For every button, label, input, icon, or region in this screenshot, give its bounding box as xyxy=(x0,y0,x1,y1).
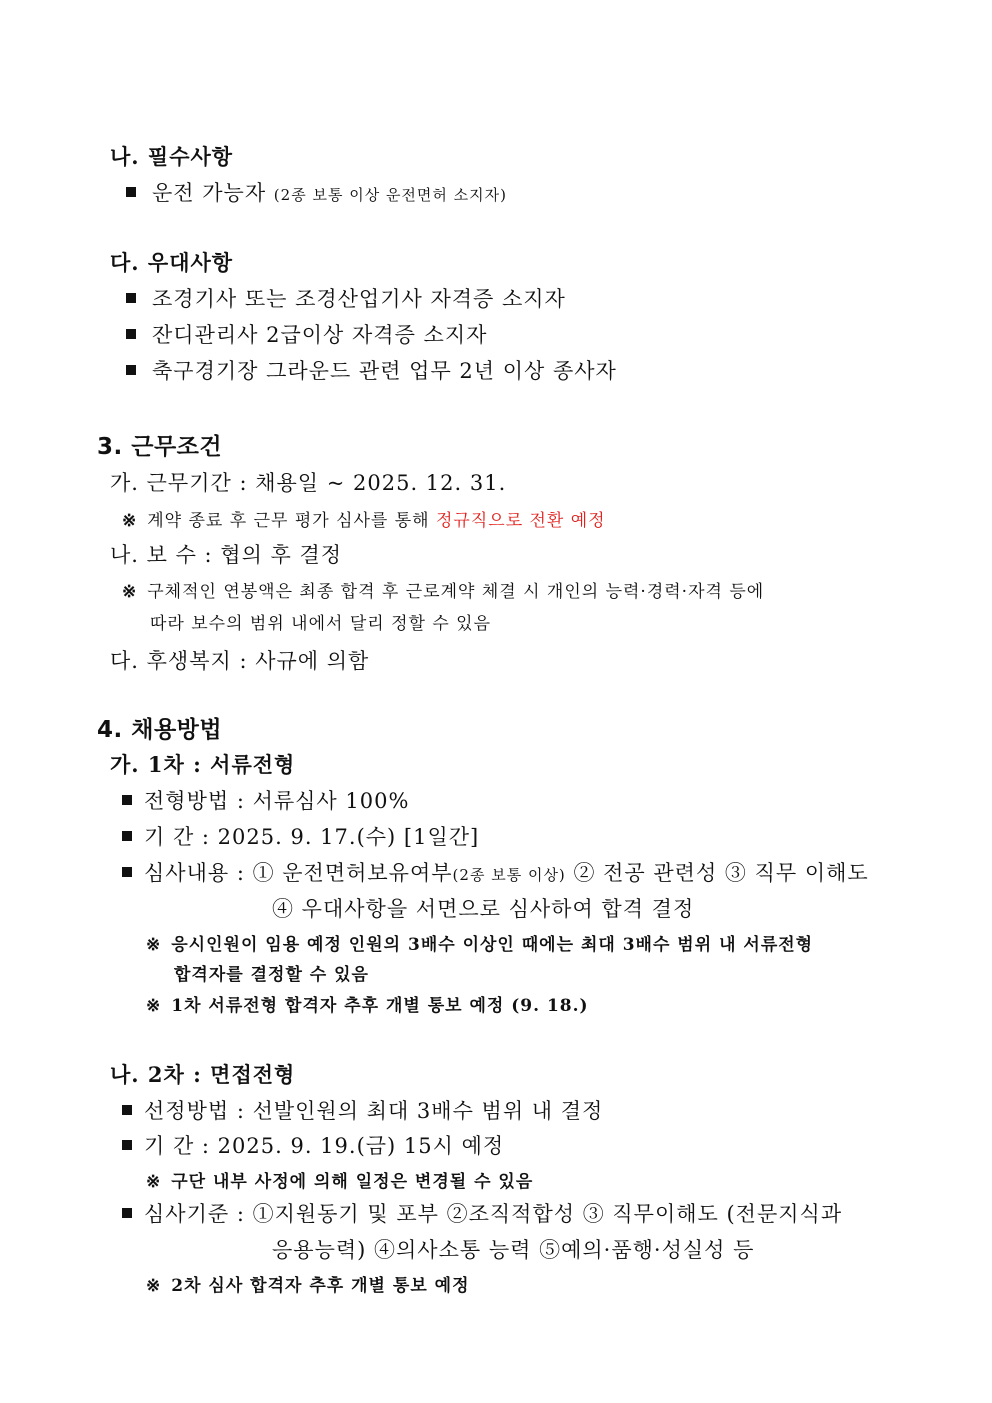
preferred-item-text: 잔디관리사 2급이상 자격증 소지자 xyxy=(152,323,488,347)
stage1-note2-text: 1차 서류전형 합격자 추후 개별 통보 예정 (9. 18.) xyxy=(171,996,589,1016)
stage1-content-line2: ④ 우대사항을 서면으로 심사하여 합격 결정 xyxy=(272,897,695,921)
stage1-note1-line1: 응시인원이 임용 예정 인원의 3배수 이상인 때에는 최대 3배수 범위 내 서류전형 xyxy=(171,935,814,955)
section3-heading: 3. 근무조건 xyxy=(97,434,223,460)
stage2-criteria xyxy=(122,1198,842,1228)
reference-mark: ※ xyxy=(122,511,138,531)
preferred-item xyxy=(126,355,617,385)
stage2-criteria-line1: 심사기준 : ①지원동기 및 포부 ②조직적합성 ③ 직무이해도 (전문지식과 xyxy=(144,1202,843,1226)
stage1-note2 xyxy=(146,991,589,1016)
welfare: 다. 후생복지 : 사규에 의함 xyxy=(110,649,370,673)
stage2-note2 xyxy=(146,1271,470,1296)
stage2-method-text: 선정방법 : 선발인원의 최대 3배수 범위 내 결정 xyxy=(144,1099,604,1123)
stage2-criteria-line2: 응용능력) ④의사소통 능력 ⑤예의·품행·성실성 등 xyxy=(272,1238,755,1262)
stage1-note1 xyxy=(146,930,813,955)
bullet-icon xyxy=(126,365,136,375)
pay-note xyxy=(122,577,764,602)
stage2-heading: 나. 2차 : 면접전형 xyxy=(110,1062,296,1087)
pay: 나. 보 수 : 협의 후 결정 xyxy=(110,543,343,567)
required-heading: 나. 필수사항 xyxy=(110,144,234,169)
required-item-main: 운전 가능자 xyxy=(152,181,267,205)
reference-mark: ※ xyxy=(146,996,162,1016)
stage2-method xyxy=(122,1095,603,1125)
stage1-note1-line2: 합격자를 결정할 수 있음 xyxy=(174,965,369,985)
bullet-icon xyxy=(122,1105,132,1115)
work-period-note-highlight: 정규직으로 전환 예정 xyxy=(436,511,606,531)
work-period-note xyxy=(122,506,606,531)
stage1-method-text: 전형방법 : 서류심사 100% xyxy=(144,789,410,813)
section4-heading: 4. 채용방법 xyxy=(97,717,223,743)
stage1-content-label: 심사내용 : ① 운전면허보유여부 xyxy=(144,861,453,885)
bullet-icon xyxy=(122,867,132,877)
bullet-icon xyxy=(126,187,136,197)
pay-note-line2: 따라 보수의 범위 내에서 달리 정할 수 있음 xyxy=(150,614,492,634)
required-item xyxy=(126,177,507,207)
stage1-content xyxy=(122,857,869,887)
reference-mark: ※ xyxy=(122,582,138,602)
stage2-note1-text: 구단 내부 사정에 의해 일정은 변경될 수 있음 xyxy=(171,1172,534,1192)
stage1-content-rest: ② 전공 관련성 ③ 직무 이해도 xyxy=(573,861,869,885)
stage1-period xyxy=(122,821,479,851)
pay-note-line1: 구체적인 연봉액은 최종 합격 후 근로계약 체결 시 개인의 능력·경력·자격 등에 xyxy=(147,582,765,602)
bullet-icon xyxy=(122,795,132,805)
reference-mark: ※ xyxy=(146,1172,162,1192)
stage1-method xyxy=(122,785,409,815)
stage1-content-small: (2종 보통 이상) xyxy=(452,866,566,884)
preferred-item xyxy=(126,319,487,349)
stage2-period xyxy=(122,1130,504,1160)
work-period-note-text: 계약 종료 후 근무 평가 심사를 통해 xyxy=(147,511,430,531)
bullet-icon xyxy=(122,831,132,841)
work-period: 가. 근무기간 : 채용일 ~ 2025. 12. 31. xyxy=(110,471,507,495)
stage2-note2-text: 2차 심사 합격자 추후 개별 통보 예정 xyxy=(171,1276,470,1296)
reference-mark: ※ xyxy=(146,935,162,955)
reference-mark: ※ xyxy=(146,1276,162,1296)
bullet-icon xyxy=(126,329,136,339)
preferred-item-text: 축구경기장 그라운드 관련 업무 2년 이상 종사자 xyxy=(152,359,617,383)
stage1-heading: 가. 1차 : 서류전형 xyxy=(110,752,296,777)
bullet-icon xyxy=(122,1140,132,1150)
bullet-icon xyxy=(122,1208,132,1218)
preferred-item xyxy=(126,283,566,313)
preferred-item-text: 조경기사 또는 조경산업기사 자격증 소지자 xyxy=(152,287,566,311)
stage2-note1 xyxy=(146,1167,533,1192)
preferred-heading: 다. 우대사항 xyxy=(110,250,234,275)
required-item-sub: (2종 보통 이상 운전면허 소지자) xyxy=(273,186,507,204)
stage1-period-text: 기 간 : 2025. 9. 17.(수) [1일간] xyxy=(144,825,480,849)
stage2-period-text: 기 간 : 2025. 9. 19.(금) 15시 예정 xyxy=(144,1134,505,1158)
bullet-icon xyxy=(126,293,136,303)
